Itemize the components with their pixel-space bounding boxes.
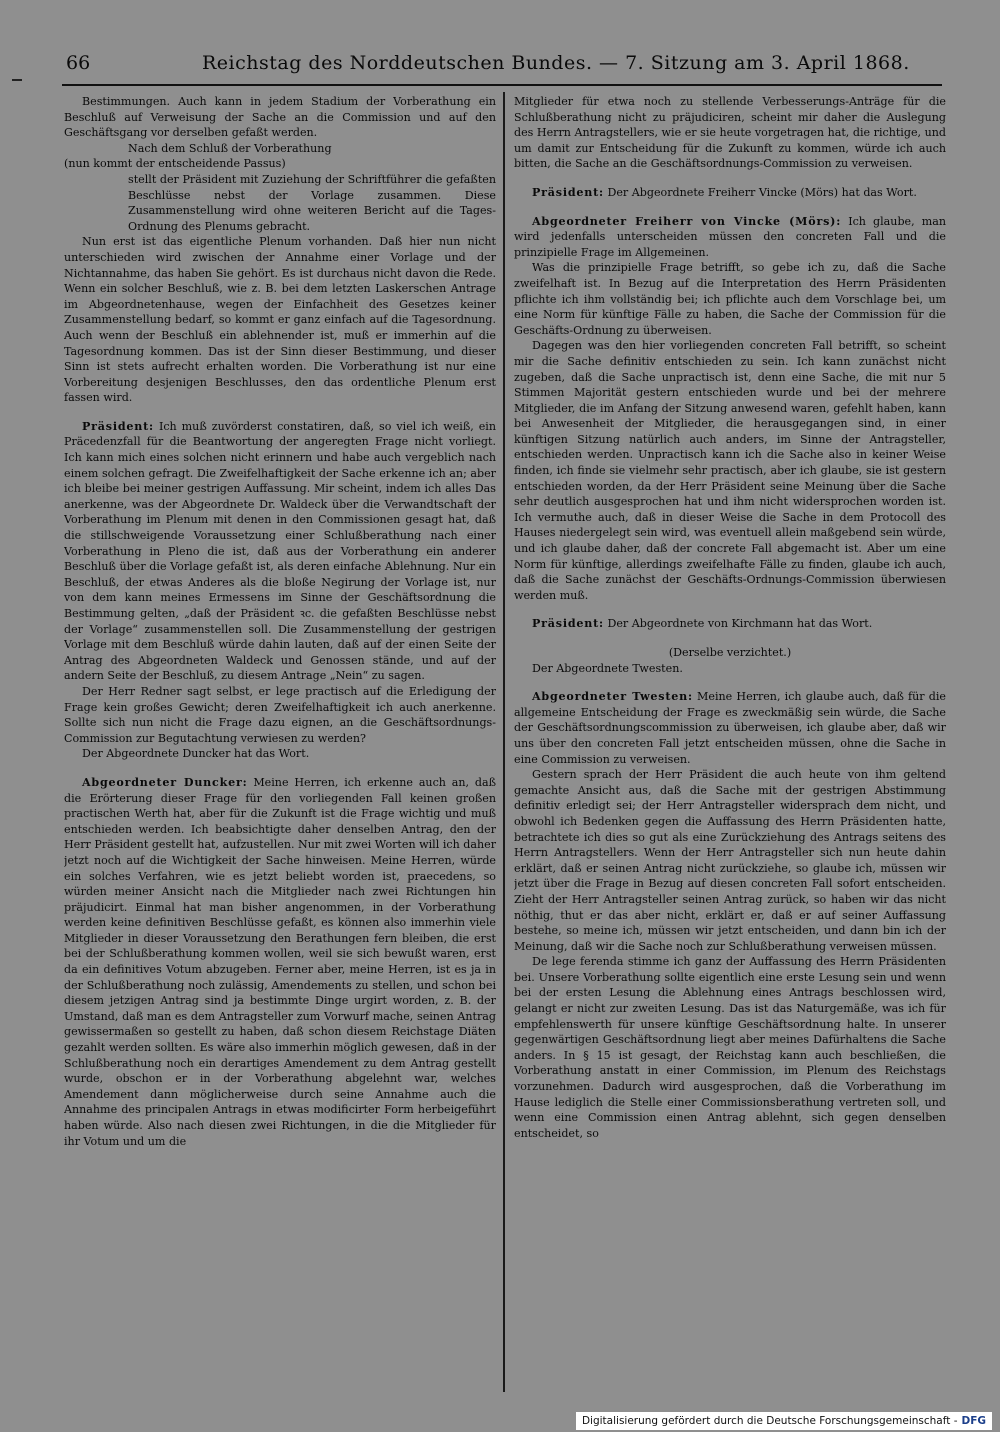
speech-text: Ich glaube, man wird jedenfalls unterscheiden müssen den concreten Fall und die prinzipielle Frage im Allgemeinen. — [514, 214, 946, 259]
text-paragraph: Nun erst ist das eigentliche Plenum vorhanden. Daß hier nun nicht unterschieden wird zwischen der Annahme einer Vorlage und der Nichtannahme, das haben Sie gehört. Es ist durchaus nicht davon die Rede. Wenn ein solcher Beschluß, wie z. B. bei dem letzten Laskerschen Antrage im Abgeordnetenhause, wegen der Einfachheit des Gesetzes keiner Zusammenstellung bedarf, so kommt er ganz einfach auf die Tagesordnung. Auch wenn der Beschluß ein ablehnender ist, muß er immerhin auf die Tagesordnung kommen. Das ist der Sinn dieser Bestimmung, und dieser Sinn ist stets aufrecht erhalten worden. Die Vorberathung ist nur eine Vorbereitung desjenigen Beschlusses, den das ordentliche Plenum erst fassen wird. — [64, 235, 496, 405]
text-paragraph: Was die prinzipielle Frage betrifft, so gebe ich zu, daß die Sache zweifelhaft ist. In Bezug auf die Interpretation des Herrn Präsidenten pflichte ich ihm vollständig bei; ich pflichte auch dem Vorschlage bei, um eine Norm für künftige Fälle zu haben, die Sache der Commission für die Geschäfts-Ordnung zu überweisen. — [514, 261, 946, 337]
speech-text: Meine Herren, ich erkenne auch an, daß die Erörterung dieser Frage für den vorliegenden Fall keinen großen practischen Werth hat, aber für die Zukunft ist die Frage wichtig und muß entschieden werden. Ich beabsichtigte daher denselben Antrag, den der Herr Präsident gestellt hat, aufzustellen. Nur mit zwei Worten will ich daher jetzt noch auf die Wichtigkeit der Sache hinweisen. Meine Herren, würde ein solches Verfahren, wie es jetzt beliebt worden ist, praecedens, so würden meiner Ansicht nach die Mitglieder nach zwei Richtungen hin präjudicirt. Einmal hat man bisher angenommen, in der Vorberathung werden keine definitiven Beschlüsse gefaßt, es können also immerhin viele Mitglieder in dieser Voraussetzung den Berathungen fern bleiben, die erst bei der Schlußberathung kommen wollen, weil sie sich bewußt waren, erst da ein definitives Votum abzugeben. Ferner aber, meine Herren, ist es ja in der Schlußberathung noch zulässig, Amendements zu stellen, und schon bei diesem jetzigen Antrag sind ja bestimmte Dinge urgirt worden, z. B. der Umstand, daß man es dem Antragsteller zum Vorwurf mache, seinen Antrag gewissermaßen so gestellt zu haben, daß schon diesem Reichstage Diäten gezahlt werden sollten. Es wäre also immerhin möglich gewesen, daß in der Schlußberathung noch ein derartiges Amendement zu dem Antrag gestellt wurde, obschon er in der Vorberathung abgelehnt war, welches Amendement dann möglicherweise durch seine Annahme auch die Annahme des principalen Antrags in etwas modificirter Form herbeigeführt haben würde. Also nach diesen zwei Richtungen, in die die Mitglieder für ihr Votum und um die — [64, 775, 496, 1148]
speech-text: Ich muß zuvörderst constatiren, daß, so viel ich weiß, ein Präcedenzfall für die Beantwortung der angeregten Frage nicht vorliegt. Ich kann mich eines solchen nicht erinnern und habe auch vergeblich nach einem solchen gefragt. Die Zweifelhaftigkeit der Sache erkenne ich an; aber ich bleibe bei meiner gestrigen Auffassung. Mir scheint, indem ich alles Das anerkenne, was der Abgeordnete Dr. Waldeck über die Verwandtschaft der Vorberathung im Plenum mit denen in den Commissionen gesagt hat, daß die stillschweigende Voraussetzung einer Schlußberathung nach einer Vorberathung in Pleno die ist, daß aus der Vorberathung ein anderer Beschluß über die Vorlage gefaßt ist, als deren einfache Ablehnung. Nur ein Beschluß, der etwas Anderes als die bloße Negirung der Vorlage ist, nur von dem kann meines Ermessens im Sinne der Geschäftsordnung die Bestimmung gelten, „daß der Präsident ꝛc. die gefaßten Beschlüsse nebst der Vorlage“ zusammenstellen soll. Die Zusammenstellung der gestrigen Vorlage mit dem Beschluß würde dahin lauten, daß auf der einen Seite der Antrag des Abgeordneten Waldeck und Genossen stände, und auf der andern Seite der Beschluß, zu diesem Antrage „Nein“ zu sagen. — [64, 419, 496, 683]
speaker-name: Präsident: — [532, 185, 604, 199]
speech-paragraph — [514, 616, 946, 632]
header-rule — [62, 84, 942, 86]
text-paragraph: Der Abgeordnete Duncker hat das Wort. — [82, 747, 310, 761]
text-paragraph: (nun kommt der entscheidende Passus) — [64, 157, 286, 171]
stage-note: (Derselbe verzichtet.) — [668, 646, 792, 659]
speech-text: Der Abgeordnete von Kirchmann hat das Wort. — [607, 617, 873, 631]
speech-paragraph — [514, 214, 946, 261]
footer-credit — [576, 1412, 992, 1430]
speaker-name: Präsident: — [82, 419, 154, 433]
speech-paragraph — [514, 689, 946, 767]
text-paragraph: Dagegen was den hier vorliegenden concreten Fall betrifft, so scheint mir die Sache definitiv entschieden zu sein. Ich kann zunächst nicht zugeben, daß die Sache unpractisch ist, denn eine Sache, die mit nur 5 Stimmen Majorität gestern entschieden wurde und bei der mehrere Mitglieder, die im Anfang der Sitzung anwesend waren, gefehlt haben, kann bei Anwesenheit der Mitglieder, die herausgegangen sind, in einer künftigen Sitzung natürlich auch anders, im Sinne der Antragsteller, entschieden werden. Unpractisch kann ich die Sache also in keiner Weise finden, ich finde sie vielmehr sehr practisch, aber ich glaube, sie ist gestern entschieden worden, da der Herr Präsident seine Meinung über die Sache sehr deutlich ausgesprochen hat und ihm nicht widersprochen worden ist. Ich vermuthe auch, daß in dieser Weise die Sache in dem Protocoll des Hauses niedergelegt sein wird, was eventuell allein maßgebend sein würde, und ich glaube daher, daß der concrete Fall abgemacht ist. Aber um eine Norm für künftige, allerdings zweifelhafte Fälle zu finden, glaube ich auch, daß die Sache zunächst der Geschäfts-Ordnungs-Commission überwiesen werden muß. — [514, 339, 946, 602]
speech-paragraph — [514, 185, 946, 201]
speaker-name: Abgeordneter Duncker: — [82, 775, 248, 789]
speaker-name: Abgeordneter Twesten: — [532, 690, 693, 704]
speaker-name: Präsident: — [532, 617, 604, 631]
running-header — [62, 50, 942, 80]
speech-paragraph — [64, 775, 496, 1149]
text-paragraph: Der Herr Redner sagt selbst, er lege practisch auf die Erledigung der Frage kein großes Gewicht; deren Zweifelhaftigkeit ich auch anerkenne. Sollte sich nun nicht die Frage dazu eignen, an die Geschäftsordnungs-Commission zur Begutachtung verwiesen zu werden? — [64, 684, 496, 745]
margin-mark — [12, 79, 22, 81]
text-paragraph: Mitglieder für etwa noch zu stellende Verbesserungs-Anträge für die Schlußberathung nicht zu präjudiciren, scheint mir daher die Auslegung des Herrn Antragstellers, wie er sie heute vorgetragen hat, die richtige, und um damit zur Entscheidung für die Zukunft zu kommen, würde ich auch bitten, die Sache an die Geschäftsordnungs-Commission zu verweisen. — [514, 95, 946, 171]
speaker-name: Abgeordneter Freiherr von Vincke (Mörs): — [532, 214, 842, 228]
text-paragraph: Nach dem Schluß der Vorberathung — [128, 141, 332, 155]
dfg-logo: DFG — [961, 1415, 986, 1427]
speech-text: Der Abgeordnete Freiherr Vincke (Mörs) hat das Wort. — [607, 185, 917, 199]
page-number: 66 — [66, 52, 91, 74]
footer-text: Digitalisierung gefördert durch die Deutsche Forschungsgemeinschaft - — [581, 1415, 958, 1427]
right-column — [514, 94, 946, 1390]
speech-text: Meine Herren, ich glaube auch, daß für die allgemeine Entscheidung der Frage es zweckmäßig sein würde, die Sache der Geschäftsordnungscommission zu überweisen, ich glaube aber, daß wir uns über den concreten Fall jetzt entscheiden müssen, ohne die Sache in eine Commission zu verweisen. — [514, 690, 946, 766]
left-column — [64, 94, 496, 1390]
speech-paragraph — [64, 419, 496, 684]
text-paragraph: Gestern sprach der Herr Präsident die auch heute von ihm geltend gemachte Ansicht aus, daß die Sache mit der gestrigen Abstimmung definitiv erledigt sei; der Herr Antragsteller widersprach dem nicht, und obwohl ich Bedenken gegen die Auffassung des Herrn Präsidenten hatte, betrachtete ich dies so gut als eine Zurückziehung des Antrags seitens des Herrn Antragstellers. Wenn der Herr Antragsteller sich nun heute dahin erklärt, daß er seinen Antrag nicht zurückziehe, so glaube ich, müssen wir jetzt über die Frage in Bezug auf diesen concreten Fall sofort entscheiden. Zieht der Herr Antragsteller seinen Antrag zurück, so haben wir das nicht nöthig, thut er das aber nicht, erklärt er, daß er auf seiner Auffassung bestehe, so meine ich, müssen wir jetzt entscheiden, und dann bin ich der Meinung, daß wir die Sache noch zur Schlußberathung verweisen müssen. — [514, 768, 946, 953]
text-paragraph: Der Abgeordnete Twesten. — [532, 661, 683, 675]
running-title: Reichstag des Norddeutschen Bundes. — 7. Sitzung am 3. April 1868. — [202, 52, 910, 74]
text-paragraph: De lege ferenda stimme ich ganz der Auffassung des Herrn Präsidenten bei. Unsere Vorberathung sollte eigentlich eine erste Lesung sein und wenn bei der ersten Lesung die Ablehnung eines Antrags beschlossen wird, gelangt er nicht zur zweiten Lesung. Das ist das Naturgemäße, was ich für empfehlenswerth für unsere künftige Geschäftsordnung halte. In unserer gegenwärtigen Geschäftsordnung liegt aber meines Dafürhaltens die Sache anders. In § 15 ist gesagt, der Reichstag kann auch beschließen, die Vorberathung anstatt in einer Commission, im Plenum des Reichstags vorzunehmen. Dadurch wird ausgesprochen, daß die Vorberathung im Hause lediglich die Stelle einer Commissionsberathung vertreten soll, und wenn eine Commission einen Antrag ablehnt, sich gegen denselben entscheidet, so — [514, 955, 946, 1140]
column-divider — [503, 92, 505, 1392]
text-paragraph: stellt der Präsident mit Zuziehung der Schriftführer die gefaßten Beschlüsse nebst der Vorlage zusammen. Diese Zusammenstellung wird ohne weiteren Bericht auf die Tages-Ordnung des Plenums gebracht. — [128, 172, 496, 233]
text-paragraph: Bestimmungen. Auch kann in jedem Stadium der Vorberathung ein Beschluß auf Verweisung der Sache an die Commission und auf den Geschäftsgang vor derselben gefaßt werden. — [64, 95, 496, 140]
